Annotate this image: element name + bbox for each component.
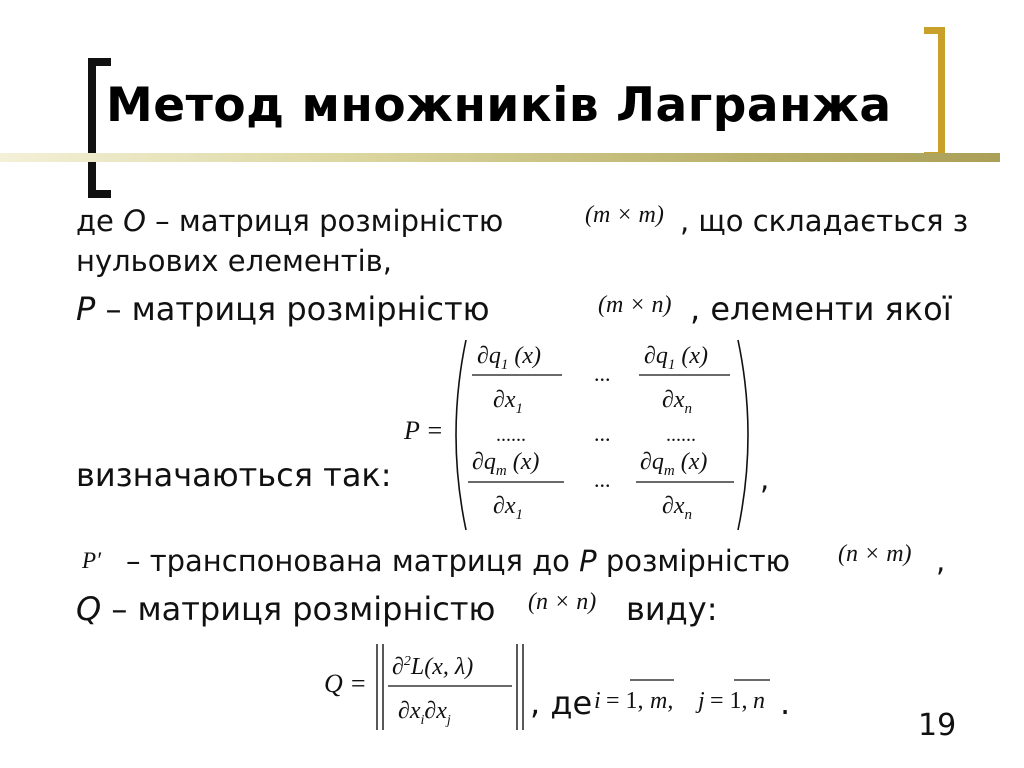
title-underline-rule [0, 153, 1000, 162]
l4-comma: , [760, 462, 770, 496]
l1-symbol-O: O [123, 204, 146, 238]
svg-text:∂x1: $\partial x_1$ [493, 493, 524, 523]
svg-text:= 1,: = 1, [606, 688, 644, 714]
svg-text:∂xn: $\partial x_n$ [662, 387, 693, 417]
svg-text:j: j [698, 688, 705, 714]
index-ranges-formula [592, 670, 782, 720]
l1-dimension: (m × m) [585, 202, 664, 228]
svg-text:i: i [594, 688, 601, 714]
line-3 [76, 290, 490, 328]
svg-text:∂q1 (x): $\partial q_1$ (x) [644, 343, 708, 373]
svg-text:......: ...... [666, 424, 696, 446]
svg-text:∂q1 (x): $\partial q_1$ (x) [477, 343, 541, 373]
l1-text: – матриця розмірністю [155, 204, 504, 238]
l6-dimension: (n × n) [528, 589, 597, 615]
slide-title: Метод множників Лагранжа [106, 78, 892, 133]
l5-symbol-Pprime: P′ [82, 548, 102, 573]
l1-prefix: де [76, 204, 114, 238]
l6-text: – матриця розмірністю [111, 590, 496, 628]
svg-text:∂qm (x): $\partial q_m$ (x) [640, 449, 708, 479]
svg-text:∂x1: $\partial x_1$ [493, 387, 524, 417]
l3-dimension: (m × n) [598, 292, 672, 318]
page-number: 19 [918, 708, 957, 743]
l5-text2: розмірністю [605, 544, 791, 578]
l3-text: – матриця розмірністю [105, 290, 490, 328]
l5-text1: – транспонована матриця до [126, 544, 570, 578]
line-2: нульових елементів, [76, 244, 392, 278]
svg-text:n: n [753, 688, 765, 714]
l5-dimension: (n × m) [838, 541, 912, 567]
l6-suffix: виду: [626, 590, 718, 628]
line-6 [76, 590, 495, 628]
l3-symbol-P: P [76, 290, 96, 328]
p-matrix-formula [400, 335, 780, 535]
l3-suffix: , елементи якої [690, 290, 952, 328]
svg-text:∂2L(x, λ): ∂$^2$L(x, λ) [392, 654, 474, 680]
l7-period: . [780, 684, 791, 722]
right-bracket-decoration [924, 27, 945, 159]
q-matrix-formula [320, 636, 530, 736]
svg-text:...: ... [594, 467, 611, 492]
p-matrix-lhs: P = [404, 416, 444, 445]
svg-text:......: ...... [496, 424, 526, 446]
l1-suffix: , що складається з [680, 204, 969, 238]
svg-text:∂xn: $\partial x_n$ [662, 493, 693, 523]
line-5 [126, 544, 790, 578]
q-matrix-lhs: Q = [324, 669, 367, 698]
svg-text:∂qm (x): $\partial q_m$ (x) [472, 449, 540, 479]
l7-de: , де [530, 684, 593, 722]
line-1 [76, 204, 503, 238]
svg-text:...: ... [594, 421, 611, 446]
svg-text:...: ... [594, 361, 611, 386]
l5-symbol-P: P [579, 544, 597, 578]
svg-text:= 1,: = 1, [710, 688, 748, 714]
line-4: визначаються так: [76, 456, 392, 494]
svg-text:∂xi∂xj: $\partial x_i\partial x_j$ [398, 698, 451, 728]
l5-comma: , [936, 544, 946, 578]
l6-symbol-Q: Q [76, 590, 102, 628]
svg-text:m,: m, [650, 688, 674, 714]
